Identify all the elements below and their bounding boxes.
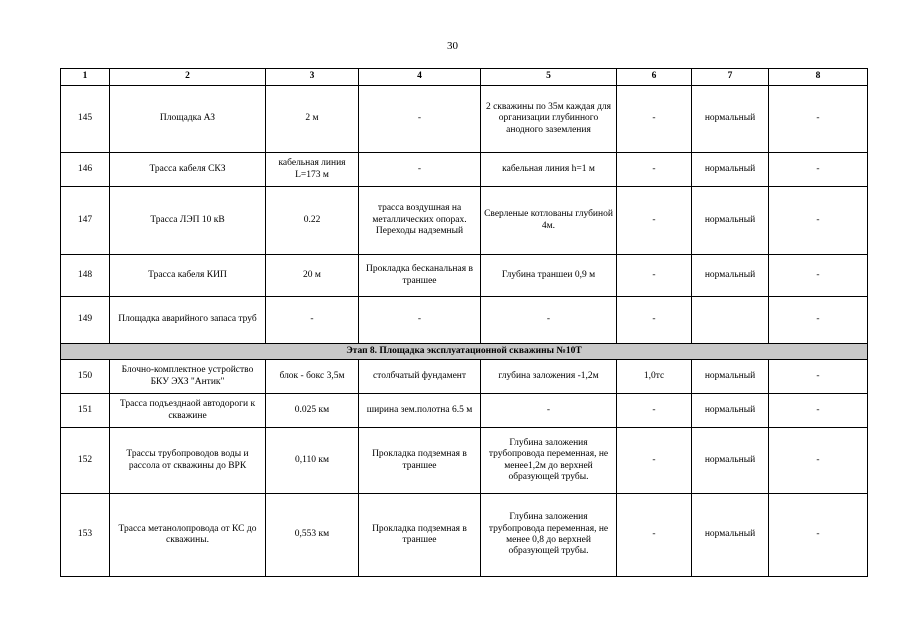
page-number: 30 [447, 40, 458, 52]
table-cell: - [617, 86, 692, 153]
table-cell: трасса воздушная на металлических опорах. Переходы надземный [359, 187, 481, 255]
table-cell: нормальный [692, 86, 769, 153]
column-header: 6 [617, 69, 692, 86]
column-header: 5 [481, 69, 617, 86]
table-cell: 145 [61, 86, 110, 153]
table-cell: Глубина заложения трубопровода переменная, не менее 0,8 до верхней образующей трубы. [481, 494, 617, 577]
table-cell: - [769, 297, 868, 344]
table-cell: - [481, 394, 617, 428]
table-cell: - [359, 86, 481, 153]
table-cell: нормальный [692, 153, 769, 187]
table-cell: нормальный [692, 428, 769, 494]
table-cell: Трасса метанолопровода от КС до скважины. [110, 494, 266, 577]
table-cell: - [769, 394, 868, 428]
table-cell: - [617, 153, 692, 187]
table-cell: - [769, 86, 868, 153]
table-cell: Сверленые котлованы глубиной 4м. [481, 187, 617, 255]
table-cell: 2 скважины по 35м каждая для организации глубинного анодного заземления [481, 86, 617, 153]
table-cell: 147 [61, 187, 110, 255]
table-cell: 20 м [266, 255, 359, 297]
table-cell: 152 [61, 428, 110, 494]
table-cell: 148 [61, 255, 110, 297]
table-row [61, 153, 868, 187]
column-header: 4 [359, 69, 481, 86]
table-cell: Прокладка подземная в траншее [359, 494, 481, 577]
table-cell: Площадка АЗ [110, 86, 266, 153]
table-row [61, 394, 868, 428]
table-cell: Трасса кабеля СКЗ [110, 153, 266, 187]
table-row [61, 428, 868, 494]
table-cell: - [617, 394, 692, 428]
column-header: 3 [266, 69, 359, 86]
table-cell: 146 [61, 153, 110, 187]
table-cell: - [617, 494, 692, 577]
table-cell: - [359, 297, 481, 344]
column-header: 1 [61, 69, 110, 86]
table-cell: Трасса ЛЭП 10 кВ [110, 187, 266, 255]
table-cell: 149 [61, 297, 110, 344]
table-cell: Блочно-комплектное устройство БКУ ЭХЗ "Антик" [110, 360, 266, 394]
table-cell: - [769, 360, 868, 394]
table-cell: 0,110 км [266, 428, 359, 494]
table-cell: кабельная линия h=1 м [481, 153, 617, 187]
table-cell: - [266, 297, 359, 344]
table-cell: Глубина заложения трубопровода переменная, не менее1,2м до верхней образующей трубы. [481, 428, 617, 494]
table-cell [692, 297, 769, 344]
table-cell: - [769, 494, 868, 577]
table-cell: 151 [61, 394, 110, 428]
table-cell: - [769, 255, 868, 297]
table-row [61, 255, 868, 297]
table-cell: нормальный [692, 494, 769, 577]
table-cell: блок - бокс 3,5м [266, 360, 359, 394]
table-cell: Прокладка бесканальная в траншее [359, 255, 481, 297]
table-cell: Трасса подъезднаой автодороги к скважине [110, 394, 266, 428]
table-cell: Трассы трубопроводов воды и рассола от скважины до ВРК [110, 428, 266, 494]
column-header: 7 [692, 69, 769, 86]
table-cell: Прокладка подземная в траншее [359, 428, 481, 494]
table-cell: - [481, 297, 617, 344]
table-cell: Глубина траншеи 0,9 м [481, 255, 617, 297]
table-row [61, 187, 868, 255]
column-header: 2 [110, 69, 266, 86]
table-row [61, 297, 868, 344]
table-cell: глубина заложения -1,2м [481, 360, 617, 394]
table-row [61, 86, 868, 153]
table-cell: 1,0тс [617, 360, 692, 394]
table-cell: кабельная линия L=173 м [266, 153, 359, 187]
table-cell: нормальный [692, 187, 769, 255]
specification-table [60, 68, 868, 577]
table-cell: - [617, 428, 692, 494]
table-cell: 0.22 [266, 187, 359, 255]
table-cell: - [359, 153, 481, 187]
column-header: 8 [769, 69, 868, 86]
table-cell: Трасса кабеля КИП [110, 255, 266, 297]
table-cell: - [617, 187, 692, 255]
table-cell: нормальный [692, 360, 769, 394]
section-title: Этап 8. Площадка эксплуатационной скважины №10Т [61, 344, 868, 360]
table-cell: - [769, 428, 868, 494]
table-cell: 0.025 км [266, 394, 359, 428]
table-cell: столбчатый фундамент [359, 360, 481, 394]
table-cell: нормальный [692, 255, 769, 297]
table-cell: - [769, 187, 868, 255]
table-cell: 150 [61, 360, 110, 394]
table-cell: - [617, 297, 692, 344]
table-row [61, 494, 868, 577]
table-header-row [61, 69, 868, 86]
table-cell: 2 м [266, 86, 359, 153]
table-cell: Площадка аварийного запаса труб [110, 297, 266, 344]
table-cell: - [617, 255, 692, 297]
table-cell: - [769, 153, 868, 187]
table-row [61, 360, 868, 394]
table-cell: нормальный [692, 394, 769, 428]
section-row [61, 344, 868, 360]
table-cell: ширина зем.полотна 6.5 м [359, 394, 481, 428]
table-cell: 153 [61, 494, 110, 577]
table-cell: 0,553 км [266, 494, 359, 577]
